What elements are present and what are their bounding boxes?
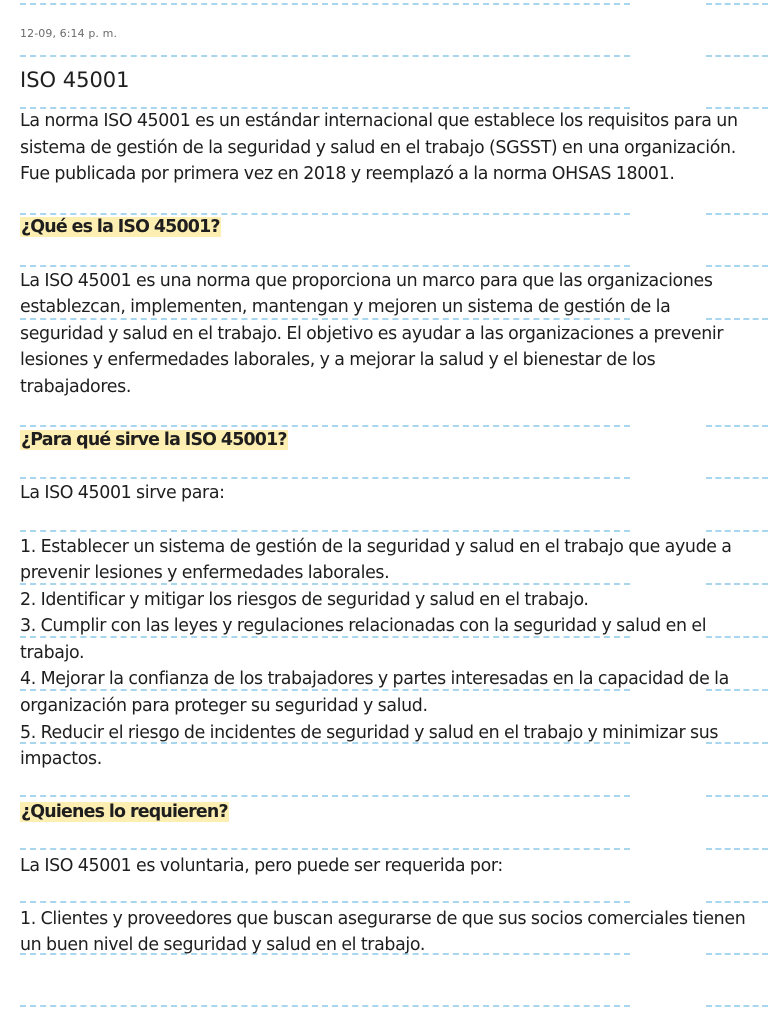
section-heading-who-requires: [20, 799, 755, 826]
list-item: 1. Clientes y proveedores que buscan asegurarse de que sus socios comerciales tienen un buen nivel de seguridad y salud en el trabajo.: [20, 908, 746, 956]
list-item: 5. Reducir el riesgo de incidentes de seguridad y salud en el trabajo y minimizar sus impactos.: [20, 722, 719, 770]
what-is-paragraph: La ISO 45001 es una norma que proporciona un marco para que las organizaciones establezcan, implementen, mantengan y mejoren un sistema de gestión de la seguridad y salud en el trabajo. El objetivo es ayudar a las organizaciones a prevenir lesiones y enfermedades laborales, y a mejorar la salud y el bienestar de los trabajadores.: [20, 270, 724, 397]
note-body[interactable]: [20, 108, 755, 959]
list-item: 1. Establecer un sistema de gestión de la seguridad y salud en el trabajo que ayude a prevenir lesiones y enfermedades laborales.: [20, 536, 732, 584]
note-timestamp: 12-09, 6:14 p. m.: [20, 27, 118, 40]
purpose-lead: La ISO 45001 sirve para:: [20, 483, 225, 504]
highlighted-heading: ¿Quienes lo requieren?: [21, 802, 228, 823]
who-requires-lead: La ISO 45001 es voluntaria, pero puede ser requerida por:: [20, 855, 503, 876]
section-heading-purpose: [20, 427, 755, 454]
list-item: 4. Mejorar la confianza de los trabajadores y partes interesadas en la capacidad de la organización para proteger su seguridad y salud.: [20, 669, 729, 717]
list-item: 3. Cumplir con las leyes y regulaciones relacionadas con la seguridad y salud en el trabajo.: [20, 616, 707, 663]
list-item: 2. Identificar y mitigar los riesgos de seguridad y salud en el trabajo.: [20, 589, 589, 610]
section-heading-what-is: [20, 214, 755, 241]
intro-paragraph: La norma ISO 45001 es un estándar internacional que establece los requisitos para un sistema de gestión de la seguridad y salud en el trabajo (SGSST) en una organización. Fue publicada por primera vez en 2018 y reemplazó a la norma OHSAS 18001.: [20, 111, 738, 185]
highlighted-heading: ¿Qué es la ISO 45001?: [21, 217, 220, 238]
highlighted-heading: ¿Para qué sirve la ISO 45001?: [21, 430, 287, 451]
note-title[interactable]: ISO 45001: [20, 68, 130, 92]
